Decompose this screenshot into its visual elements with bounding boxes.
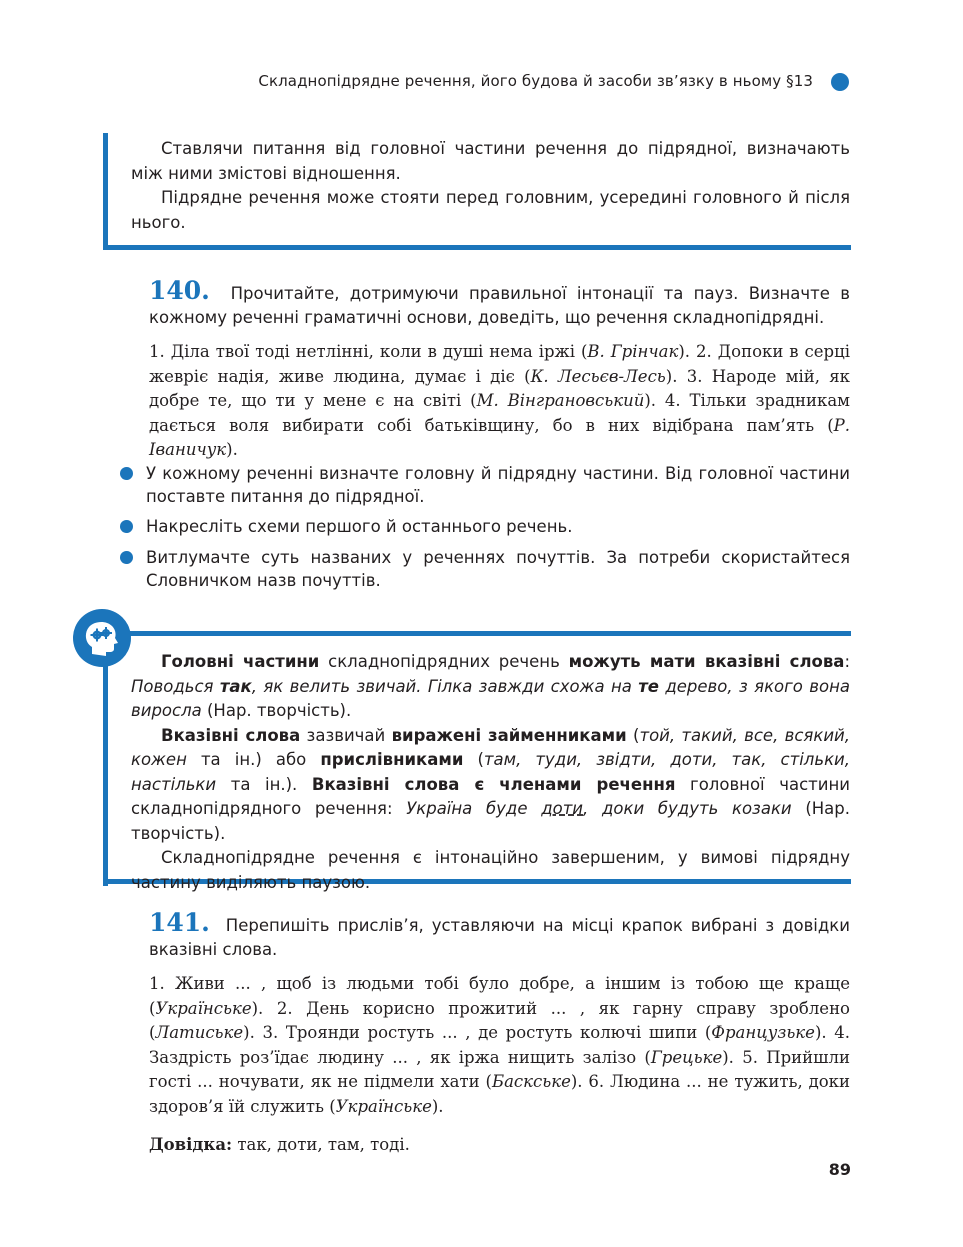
- page-number: 89: [828, 1160, 851, 1179]
- exercise-140: [149, 277, 850, 463]
- head-gears-icon: [73, 609, 131, 667]
- ex140-author-2: К. Лесьєв-Лесь: [530, 366, 666, 386]
- term: Головні частини: [161, 652, 320, 671]
- hint-label: Довідка:: [149, 1135, 233, 1154]
- exercise-141-number: 141.: [149, 908, 210, 937]
- text: зазвичай: [300, 725, 392, 745]
- example: , доки будуть козаки: [583, 799, 792, 818]
- text: та ін.) або: [186, 750, 321, 769]
- exercise-141-task: [149, 909, 850, 962]
- ex141-origin-4: Грецьке: [650, 1047, 723, 1067]
- ex141-origin-3: Французьке: [711, 1023, 815, 1042]
- example: там, туди, звідти, доти, так, стільки, настільки: [131, 750, 851, 794]
- ex141-origin-1: Українське: [155, 998, 252, 1018]
- exercise-140-number: 140.: [149, 276, 210, 305]
- ex141-sentence-3: ). 3. Троянди ростуть ... , де ростуть колючі шипи (: [243, 1023, 712, 1042]
- source: (Нар. творчість).: [201, 701, 352, 720]
- ex141-origin-6: Українське: [335, 1096, 432, 1116]
- exercise-140-text: [149, 340, 850, 463]
- theory-box-1-bottom-bar: [103, 245, 851, 250]
- bullet-1: У кожному реченні визначте головну й підрядну частини. Від головної частини поставте питання до підрядної.: [146, 464, 850, 506]
- exercise-141-task-text: Перепишіть прислів’я, уставляючи на місці крапок вибрані з довідки вказівні слова.: [149, 916, 850, 959]
- ex141-origin-5: Баскське: [491, 1072, 571, 1091]
- example: той, такий, все, всякий, кожен: [131, 725, 851, 769]
- running-header: Складнопідрядне речення, його будова й засоби зв’язку в ньому §13: [258, 72, 813, 90]
- term: Вказівні слова: [161, 725, 301, 745]
- bullet-3: Витлумачте суть названих у реченнях почуттів. За потреби скористайтеся Словничком назв почуттів.: [146, 548, 850, 590]
- ex141-sentence-2: ). 2. День корисно прожитий ... , як гарну справу зроблено (: [149, 998, 850, 1042]
- theory-1-paragraph-2: Підрядне речення може стояти перед головним, усередині головного й після нього.: [131, 188, 850, 232]
- theory-2-paragraph-1: [131, 650, 850, 724]
- term: прислівниками: [320, 750, 464, 769]
- text: :: [844, 652, 851, 671]
- bullet-dot-icon: [120, 467, 133, 480]
- header-dot-icon: [831, 73, 849, 91]
- ex140-sentence-2: ). 2. Допоки в серці жевріє надія, живе людина, думає і діє (: [149, 342, 850, 386]
- term: можуть мати вказівні слова: [568, 652, 845, 671]
- bullet-2: Накресліть схеми першого й останнього речень.: [146, 517, 573, 536]
- theory-2-paragraph-3: Складнопідрядне речення є інтонаційно завершеним, у вимові підрядну частину виділяють паузою.: [131, 848, 850, 892]
- example-keyword-underlined: доти: [541, 799, 584, 818]
- theory-box-2: [131, 650, 850, 895]
- example-keyword: те: [638, 676, 659, 696]
- example: дерево, з якого вона виросла: [131, 676, 850, 720]
- text: (: [463, 750, 484, 769]
- term: Вказівні слова є членами речення: [311, 774, 676, 794]
- ex141-sentence-7: ).: [431, 1096, 444, 1116]
- bullet-dot-icon: [120, 520, 133, 533]
- text: (: [626, 725, 640, 745]
- ex140-author-4: Р. Іваничук: [149, 415, 850, 459]
- exercise-141-text: [149, 972, 850, 1119]
- ex140-sentence-3: ). 3. Народе мій, як добре те, що ти у мене є на світі (: [149, 366, 850, 410]
- example: , як велить звичай. Гілка завжди схожа на: [251, 676, 639, 696]
- ex141-origin-2: Латиське: [155, 1023, 244, 1042]
- ex140-sentence-4: ). 4. Тільки зрадникам дається воля вибирати собі батьківщину, бо в них відібрана пам’ять (: [149, 391, 850, 435]
- exercise-140-task-text: Прочитайте, дотримуючи правильної інтонації та пауз. Визначте в кожному реченні граматичні основи, доведіть, що речення складнопідрядні.: [149, 284, 850, 327]
- ex140-sentence-1: 1. Діла твої тоді нетлінні, коли в душі нема іржі (: [149, 342, 588, 361]
- example: Україна буде: [406, 799, 542, 818]
- theory-1-paragraph-1: Ставлячи питання від головної частини речення до підрядної, визначають між ними змістові відношення.: [131, 139, 850, 183]
- hint-words: так, доти, там, тоді.: [232, 1135, 410, 1154]
- text: головної частини складнопідрядного речення:: [131, 774, 850, 818]
- ex140-sentence-5: ).: [226, 440, 238, 459]
- ex141-sentence-1: 1. Живи ... , щоб із людьми тобі було добре, а іншим із тобою ще краще (: [149, 974, 850, 1018]
- exercise-141: [149, 909, 850, 1158]
- theory-2-paragraph-2: [131, 724, 850, 847]
- source: (Нар. творчість).: [131, 799, 851, 843]
- ex141-sentence-6: ). 6. Людина ... не тужить, доки здоров’я їй служить (: [149, 1072, 850, 1116]
- theory-box-2-left-bar: [103, 640, 108, 886]
- bullet-dot-icon: [120, 551, 133, 564]
- example: Поводься: [131, 676, 220, 696]
- exercise-141-hint: [149, 1133, 850, 1158]
- theory-box-1-left-bar: [103, 133, 108, 250]
- exercise-140-task: [149, 277, 850, 330]
- theory-box-1: [131, 137, 850, 235]
- theory-box-2-top-bar: [130, 631, 851, 636]
- example-keyword: так: [219, 676, 252, 696]
- ex140-author-1: В. Грінчак: [587, 342, 679, 361]
- term: виражені займенниками: [391, 725, 627, 745]
- text: та ін.).: [216, 774, 312, 794]
- ex140-author-3: М. Вінграновський: [476, 391, 645, 410]
- text: складнопідрядних речень: [319, 652, 569, 671]
- ex141-sentence-5: ). 5. Прийшли гості ... ночувати, як не підмели хати (: [149, 1047, 850, 1091]
- ex141-sentence-4: ). 4. Заздрість роз’їдає людину ... , як іржа нищить залізо (: [149, 1023, 850, 1067]
